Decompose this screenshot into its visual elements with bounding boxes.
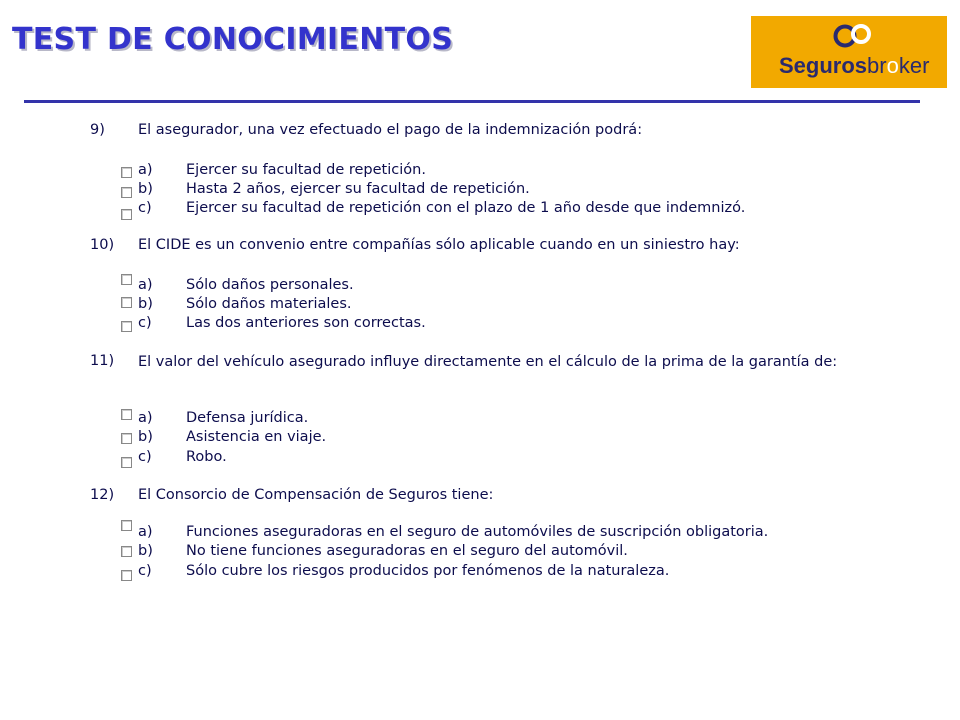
option-checkbox[interactable] [121,570,132,581]
option-letter: c) [138,200,152,216]
question-number: 12) [90,487,115,503]
option-text: Robo. [186,449,227,465]
option-letter: a) [138,410,153,426]
option-text: Sólo daños personales. [186,277,354,293]
option-checkbox[interactable] [121,546,132,557]
option-letter: a) [138,524,153,540]
question-number: 9) [90,122,105,138]
page-title: TEST DE CONOCIMIENTOS [12,22,454,57]
option-letter: a) [138,277,153,293]
question-text: El valor del vehículo asegurado influye directamente en el cálculo de la prima de la garantía de: [138,354,838,370]
logo-text: Segurosbroker [779,53,930,78]
option-letter: c) [138,563,152,579]
option-checkbox[interactable] [121,520,132,531]
option-checkbox[interactable] [121,209,132,220]
option-checkbox[interactable] [121,167,132,178]
option-letter: c) [138,315,152,331]
option-text: Las dos anteriores son correctas. [186,315,426,331]
option-checkbox[interactable] [121,433,132,444]
option-letter: b) [138,543,153,559]
option-text: Ejercer su facultad de repetición con el plazo de 1 año desde que indemnizó. [186,200,746,216]
option-text: Defensa jurídica. [186,410,309,426]
option-text: Asistencia en viaje. [186,429,327,445]
option-checkbox[interactable] [121,457,132,468]
question-text: El Consorcio de Compensación de Seguros tiene: [138,487,494,503]
option-checkbox[interactable] [121,409,132,420]
option-text: Sólo cubre los riesgos producidos por fenómenos de la naturaleza. [186,563,670,579]
option-letter: b) [138,296,153,312]
segurosbroker-logo [751,16,947,88]
option-letter: b) [138,181,153,197]
option-checkbox[interactable] [121,321,132,332]
option-text: Sólo daños materiales. [186,296,352,312]
option-text: No tiene funciones aseguradoras en el seguro del automóvil. [186,543,628,559]
option-checkbox[interactable] [121,274,132,285]
option-letter: a) [138,162,153,178]
logo-rings-icon [833,24,873,48]
option-text: Funciones aseguradoras en el seguro de automóviles de suscripción obligatoria. [186,524,769,540]
question-text: El asegurador, una vez efectuado el pago de la indemnización podrá: [138,122,643,138]
option-checkbox[interactable] [121,187,132,198]
header-divider [24,100,920,103]
option-text: Ejercer su facultad de repetición. [186,162,426,178]
question-number: 10) [90,237,115,253]
option-checkbox[interactable] [121,297,132,308]
question-text: El CIDE es un convenio entre compañías sólo aplicable cuando en un siniestro hay: [138,237,740,253]
option-letter: c) [138,449,152,465]
option-letter: b) [138,429,153,445]
option-text: Hasta 2 años, ejercer su facultad de repetición. [186,181,530,197]
question-number: 11) [90,353,115,369]
